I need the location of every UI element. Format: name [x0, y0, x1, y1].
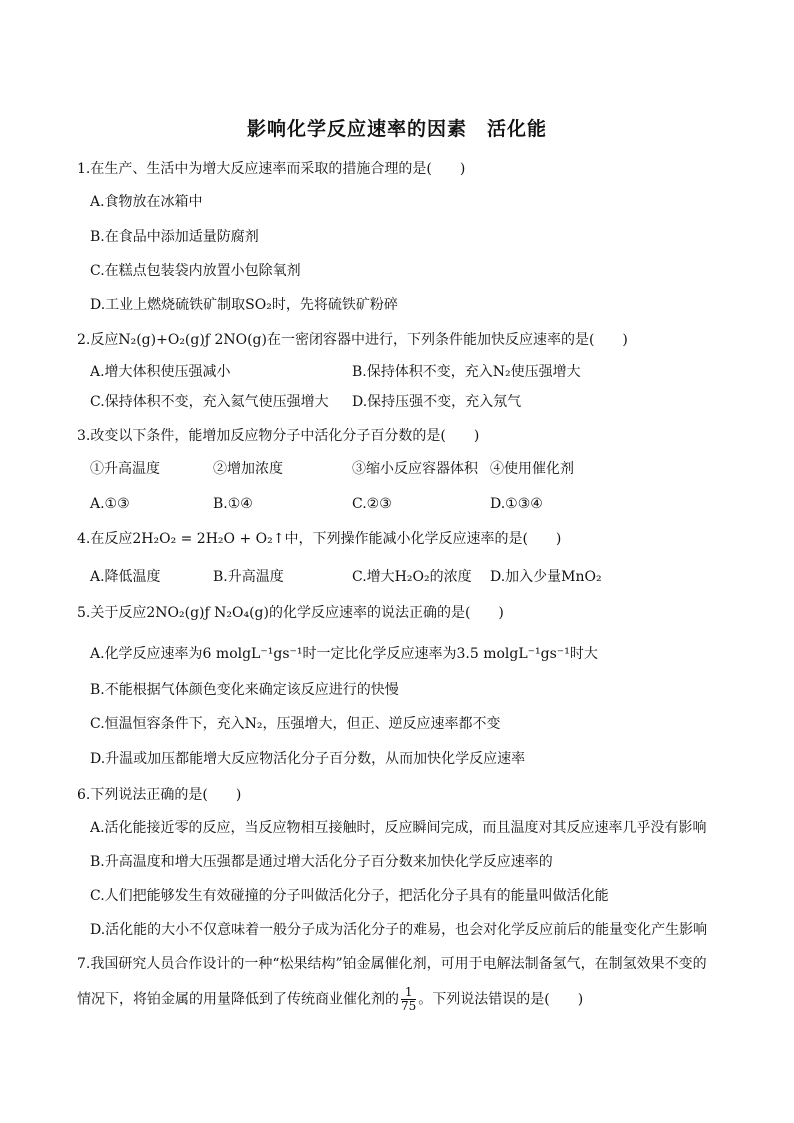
question-5-option-c: C.恒温恒容条件下，充入N₂，压强增大，但正、逆反应速率都不变 — [90, 716, 501, 732]
question-2-option-b: B.保持体积不变，充入N₂使压强增大 — [352, 364, 581, 380]
question-6-option-c: C.人们把能够发生有效碰撞的分子叫做活化分子，把活化分子具有的能量叫做活化能 — [90, 888, 609, 904]
question-2-option-a: A.增大体积使压强减小 — [90, 364, 231, 380]
question-4-option-d: D.加入少量MnO₂ — [490, 569, 602, 585]
question-2-stem: 2.反应N₂(g)+O₂(g)ƒ 2NO(g)在一密闭容器中进行，下列条件能加快反应速率的是( ) — [77, 332, 628, 348]
question-4-option-b: B.升高温度 — [213, 569, 284, 585]
question-5-option-b: B.不能根据气体颜色变化来确定该反应进行的快慢 — [90, 682, 399, 698]
fraction-denominator: 75 — [401, 999, 417, 1013]
page-title: 影响化学反应速率的因素 活化能 — [246, 118, 547, 140]
question-6-option-b: B.升高温度和增大压强都是通过增大活化分子百分数来加快化学反应速率的 — [90, 854, 553, 870]
question-1-option-b: B.在食品中添加适量防腐剂 — [90, 229, 259, 245]
question-1-stem: 1.在生产、生活中为增大反应速率而采取的措施合理的是( ) — [77, 161, 466, 177]
question-3-condition-4: ④使用催化剂 — [490, 461, 574, 477]
question-7-stem-text-pre: 情况下，将铂金属的用量降低到了传统商业催化剂的 — [77, 991, 399, 1008]
question-3-option-d: D.①③④ — [490, 496, 543, 512]
question-5-stem: 5.关于反应2NO₂(g)ƒ N₂O₄(g)的化学反应速率的说法正确的是( ) — [77, 605, 504, 621]
question-3-condition-1: ①升高温度 — [90, 461, 160, 477]
fraction — [401, 986, 416, 1013]
question-3-condition-3: ③缩小反应容器体积 — [352, 461, 478, 477]
question-3-option-b: B.①④ — [213, 496, 253, 512]
question-6-stem: 6.下列说法正确的是( ) — [77, 787, 242, 803]
question-4-option-a: A.降低温度 — [90, 569, 161, 585]
question-7-stem-line-1: 7.我国研究人员合作设计的一种“松果结构”铂金属催化剂，可用于电解法制备氢气，在制氢效果不变的 — [77, 956, 707, 972]
question-7-stem-text-post: 。下列说法错误的是( ) — [418, 991, 584, 1008]
fraction-numerator: 1 — [401, 986, 416, 1000]
question-5-option-a: A.化学反应速率为6 molgL⁻¹gs⁻¹时一定比化学反应速率为3.5 molgL⁻¹gs⁻¹时大 — [90, 646, 598, 662]
question-3-option-c: C.②③ — [352, 496, 392, 512]
question-1-option-c: C.在糕点包装袋内放置小包除氧剂 — [90, 263, 301, 279]
question-3-condition-2: ②增加浓度 — [213, 461, 283, 477]
question-7-stem-line-2 — [77, 986, 583, 1013]
question-3-stem: 3.改变以下条件，能增加反应物分子中活化分子百分数的是( ) — [77, 428, 480, 444]
question-1-option-d: D.工业上燃烧硫铁矿制取SO₂时，先将硫铁矿粉碎 — [90, 297, 398, 313]
question-4-option-c: C.增大H₂O₂的浓度 — [352, 569, 472, 585]
question-3-option-a: A.①③ — [90, 496, 130, 512]
question-1-option-a: A.食物放在冰箱中 — [90, 194, 203, 210]
question-4-stem: 4.在反应2H₂O₂ = 2H₂O + O₂↑中，下列操作能减小化学反应速率的是( ) — [77, 531, 562, 547]
question-2-option-d: D.保持压强不变，充入氖气 — [352, 394, 522, 410]
question-6-option-d: D.活化能的大小不仅意味着一般分子成为活化分子的难易，也会对化学反应前后的能量变化产生影响 — [90, 922, 708, 938]
question-5-option-d: D.升温或加压都能增大反应物活化分子百分数，从而加快化学反应速率 — [90, 751, 526, 767]
question-2-option-c: C.保持体积不变，充入氦气使压强增大 — [90, 394, 329, 410]
question-6-option-a: A.活化能接近零的反应，当反应物相互接触时，反应瞬间完成，而且温度对其反应速率几乎没有影响 — [90, 820, 707, 836]
